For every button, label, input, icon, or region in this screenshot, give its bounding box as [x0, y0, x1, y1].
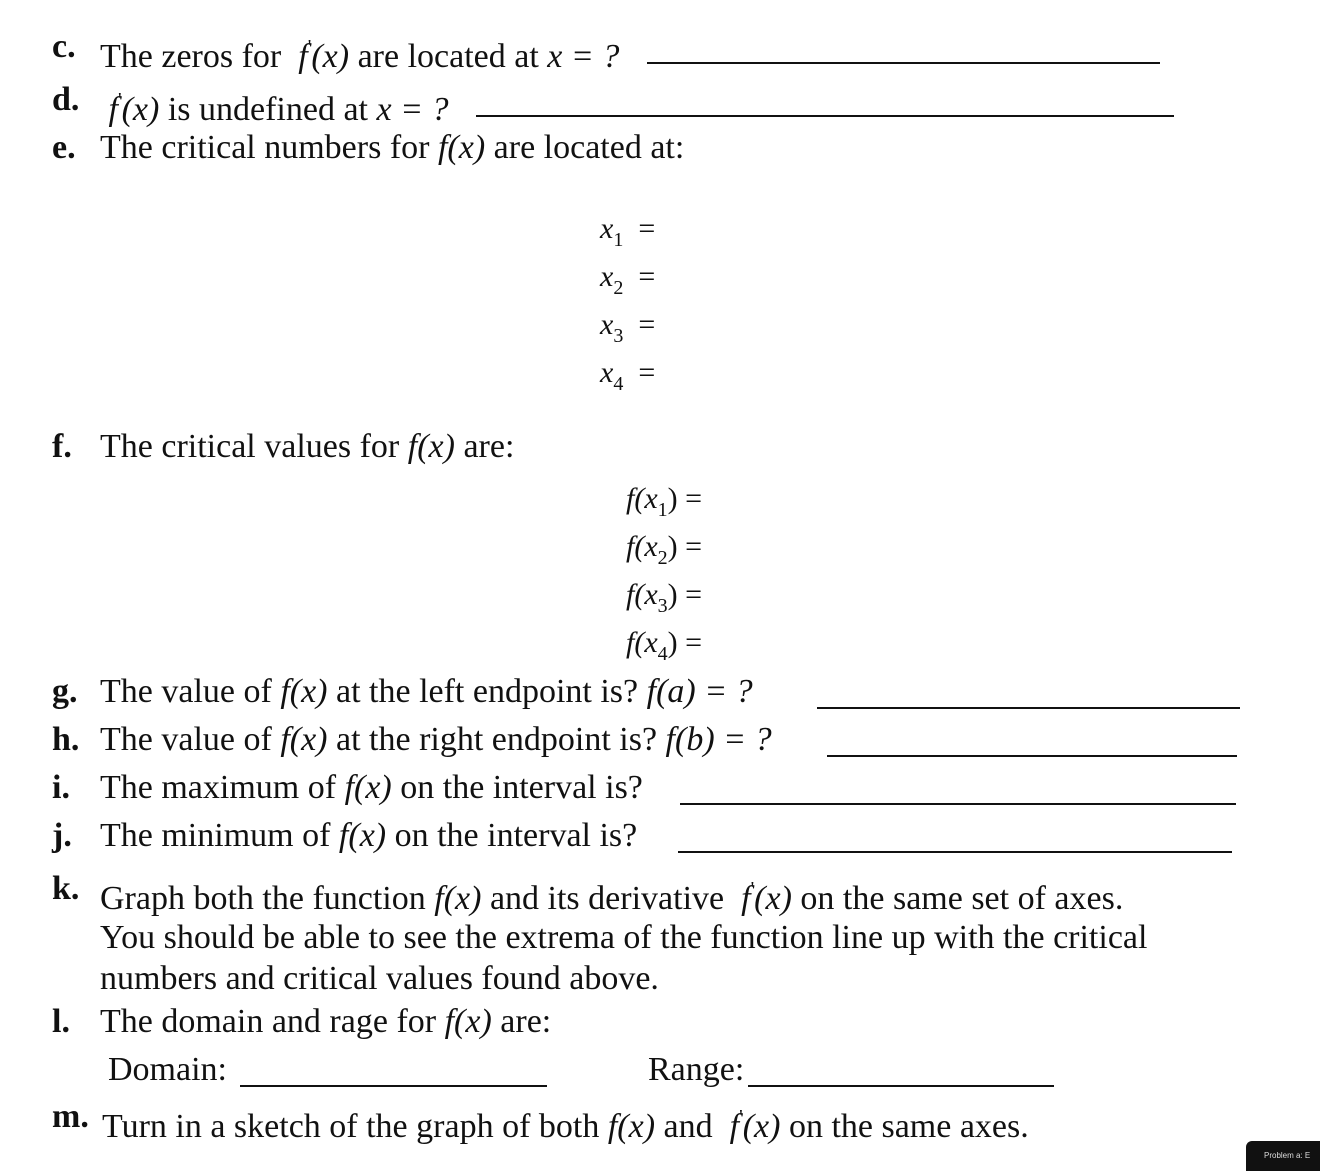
item-c-text: The zeros for f'(x) are located at x = ?: [100, 36, 620, 75]
item-l-letter: l.: [52, 1003, 70, 1040]
item-l-text: The domain and rage for f(x) are:: [100, 1003, 552, 1040]
critical-number-4: $x_4$ =: [600, 356, 656, 395]
item-e-letter: e.: [52, 129, 76, 166]
answer-blank-h[interactable]: [827, 755, 1237, 757]
critical-value-4: $f(x_4)$ =: [626, 626, 703, 665]
answer-blank-i[interactable]: [680, 803, 1236, 805]
critical-value-3: $f(x_3)$ =: [626, 578, 703, 617]
item-d-letter: d.: [52, 81, 80, 118]
item-i-letter: i.: [52, 769, 70, 806]
domain-label: Domain:: [108, 1051, 227, 1088]
item-i-text: The maximum of f(x) on the interval is?: [100, 769, 643, 806]
item-h-text: The value of f(x) at the right endpoint is? f(b) = ?: [100, 721, 772, 758]
domain-blank[interactable]: [240, 1085, 547, 1087]
item-j-text: The minimum of f(x) on the interval is?: [100, 817, 638, 854]
critical-number-2: $x_2$ =: [600, 260, 656, 299]
problem-tab-label: Problem a: E: [1264, 1151, 1311, 1160]
item-h-letter: h.: [52, 721, 80, 758]
item-m-letter: m.: [52, 1098, 89, 1135]
critical-value-2: $f(x_2)$ =: [626, 530, 703, 569]
item-m-text: Turn in a sketch of the graph of both f(x) and f'(x) on the same axes.: [102, 1106, 1029, 1145]
answer-blank-g[interactable]: [817, 707, 1240, 709]
item-k-text: Graph both the function f(x) and its derivative f'(x) on the same set of axes.: [100, 878, 1124, 917]
item-g-text: The value of f(x) at the left endpoint is? f(a) = ?: [100, 673, 753, 710]
answer-blank-j[interactable]: [678, 851, 1232, 853]
range-label: Range:: [648, 1051, 745, 1088]
critical-number-1: $x_1$ =: [600, 212, 656, 251]
item-j-letter: j.: [52, 817, 72, 854]
answer-blank-c[interactable]: [647, 62, 1160, 64]
item-f-text: The critical values for f(x) are:: [100, 428, 515, 465]
item-e-text: The critical numbers for f(x) are located at:: [100, 129, 685, 166]
answer-blank-d[interactable]: [476, 115, 1174, 117]
item-f-letter: f.: [52, 428, 72, 465]
critical-number-3: $x_3$ =: [600, 308, 656, 347]
item-k-letter: k.: [52, 870, 80, 907]
problem-tab[interactable]: [1246, 1141, 1320, 1171]
critical-value-1: $f(x_1)$ =: [626, 482, 703, 521]
item-g-letter: g.: [52, 673, 78, 710]
range-blank[interactable]: [748, 1085, 1054, 1087]
item-c-letter: c.: [52, 28, 76, 65]
item-d-text: f'(x) is undefined at x = ?: [108, 89, 449, 128]
